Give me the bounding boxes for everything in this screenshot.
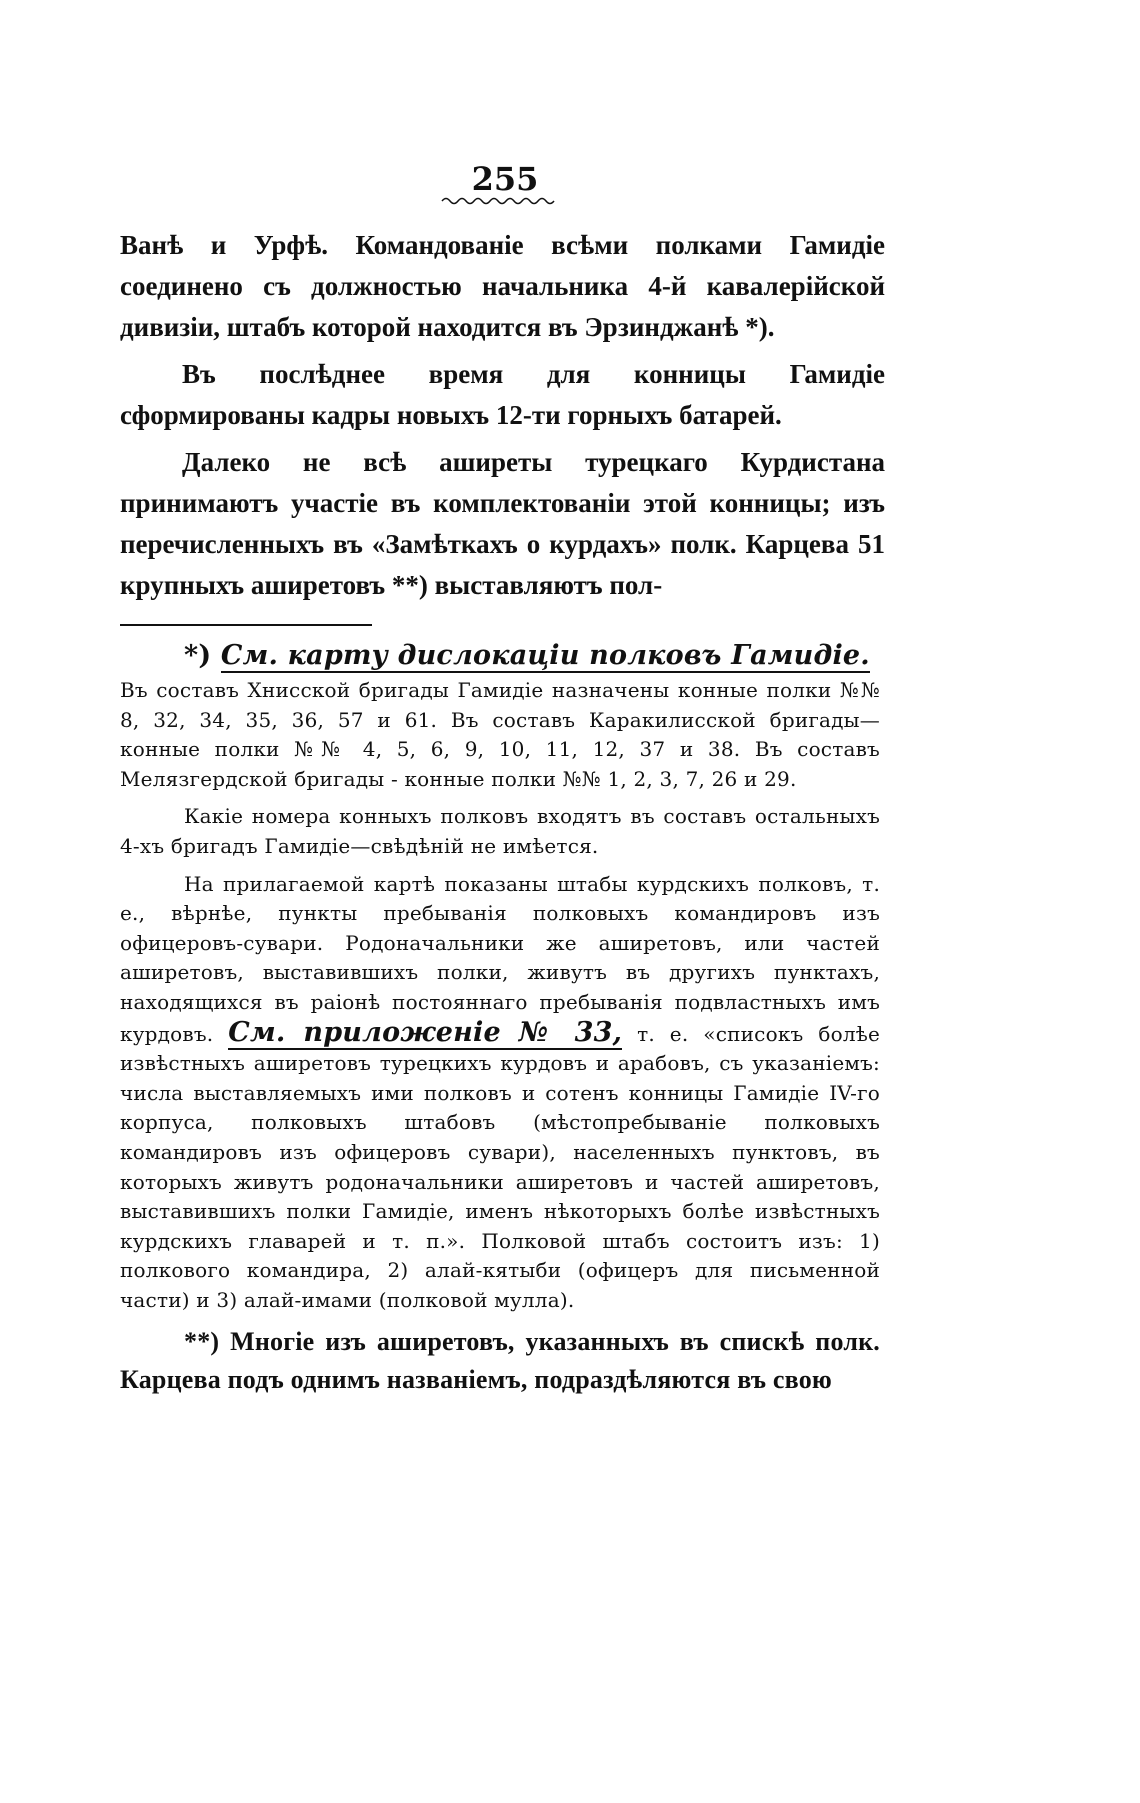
main-paragraph-3: Далеко не всѣ аширеты турецкаго Курдистана принимаютъ участіе въ комплектованіи этой конницы; изъ перечисленныхъ въ «Замѣткахъ о курдахъ» полк. Карцева 51 крупныхъ аширетовъ **) выставляютъ пол- [120,447,885,600]
footnote-1-marker: *) [184,640,212,671]
page-number: 255 [471,160,539,198]
main-paragraph-2: Въ послѣднее время для конницы Гамидіе сформированы кадры новыхъ 12-ти горныхъ батарей. [120,359,885,430]
main-text [120,225,885,612]
footnote-1-appendix-reference: См. приложеніе № 33, [228,1016,623,1048]
footnote-divider [120,624,372,626]
footnote-1-map-reference: См. карту дислокаціи полковъ Гамидіе. [220,640,870,671]
footnotes [120,636,880,1407]
footnote-1-appendix-text: т. е. «списокъ болѣе извѣстныхъ аширетовъ турецкихъ курдовъ и арабовъ, съ указаніемъ: числа выставляемыхъ ими полковъ и сотенъ конницы Гамидіе IV-го корпуса, полковыхъ штабовъ (мѣстопребываніе полковыхъ командировъ изъ офицеровъ сувари), населенныхъ пунктовъ, въ которыхъ живутъ родоначальники аширетовъ и частей аширетовъ, выставившихъ полки Гамидіе, именъ нѣкоторыхъ болѣе извѣстныхъ курдскихъ главарей и т. п.». Полковой штабъ состоитъ изъ: 1) полкового командира, 2) алай-кятыби (офицеръ для письменной части) и 3) алай-имами (полковой мулла). [120,1021,881,1312]
ornament-squiggle-icon [440,195,560,207]
footnote-1-unknown-brigades: Какіе номера конныхъ полковъ входятъ въ составъ остальныхъ 4-хъ бригадъ Гамидіе—свѣдѣній не имѣется. [120,804,880,858]
footnote-1-brigades: Въ составъ Хнисской бригады Гамидіе назначены конные полки №№ 8, 32, 34, 35, 36, 57 и 61. Въ составъ Каракилисской бригады—конные полки №№ 4, 5, 6, 9, 10, 11, 12, 37 и 38. Въ составъ Мелязгердской бригады - конные полки №№ 1, 2, 3, 7, 26 и 29. [120,678,880,791]
footnote-1-staffs [120,870,880,1316]
footnote-1-staffs-text: На прилагаемой картѣ показаны штабы курдскихъ полковъ, т. е., вѣрнѣе, пункты пребыванія полковыхъ командировъ изъ офицеровъ-сувари. Родоначальники же аширетовъ, или частей аширетовъ, выставившихъ полки, живутъ въ другихъ пунктахъ, находящихся въ раіонѣ постояннаго пребыванія подвластныхъ имъ курдовъ. [120,871,880,1046]
footnote-2: **) Многіе изъ аширетовъ, указанныхъ въ спискѣ полк. Карцева подъ однимъ названіемъ, подраздѣляются въ свою [120,1327,880,1395]
main-paragraph-1: Ванѣ и Урфѣ. Командованіе всѣми полками Гамидіе соединено съ должностью начальника 4-й кавалерійской дивизіи, штабъ которой находится въ Эрзинджанѣ *). [120,230,885,342]
footnote-1-heading [120,636,880,676]
